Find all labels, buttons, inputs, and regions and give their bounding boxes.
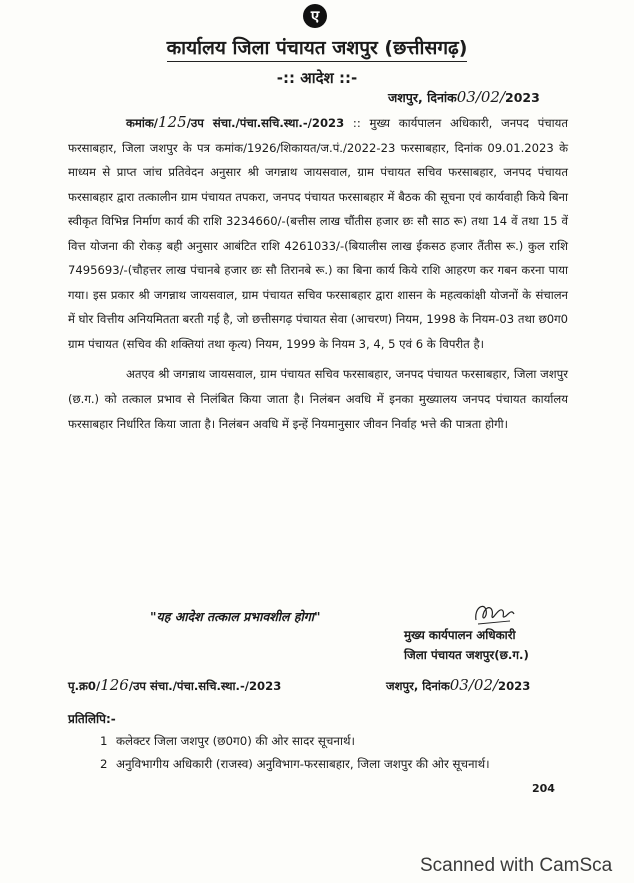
endorsement-ref-suffix: /उप संचा./पंचा.सचि.स्था.-/2023 (128, 679, 282, 693)
office-title (0, 34, 634, 60)
list-item (100, 731, 568, 752)
handwritten-endorsement-date: 03/02/ (449, 676, 499, 694)
list-item-number: 1 (100, 734, 108, 748)
scanner-watermark: Scanned with CamSca (420, 855, 613, 876)
handwritten-date: 03/02/ (456, 88, 506, 106)
signatory-office: जिला पंचायत जशपुर(छ.ग.) (404, 648, 529, 662)
date-prefix: जशपुर, दिनांक (388, 90, 457, 105)
order-date (388, 88, 540, 106)
endorsement-date-year: 2023 (498, 679, 531, 693)
list-item-number: 2 (100, 756, 108, 771)
date-year: 2023 (505, 90, 540, 105)
effective-note: "यह आदेश तत्काल प्रभावशील होगा" (150, 609, 321, 624)
order-paragraph-1-text: :: मुख्य कार्यपालन अधिकारी, जनपद पंचायत फरसाबहार, जिला जशपुर के पत्र कमांक/1926/शिकायत/ज.पं./2022-23 फरसाबहार, दिनांक 09.01.2023 के माध्यम से प्राप्त जांच प्रतिवेदन अनुसार श्री जगन्नाथ जायसवाल, ग्राम पंचायत सचिव फरसाबहार, जनपद पंचायत फरसाबहार द्वारा तत्कालीन ग्राम पंचायत तपकरा, जनपद पंचायत फरसाबहार में बैठक की सूचना एवं कार्यवाही किये बिना स्वीकृत विभिन्न निर्माण कार्य की राशि 3234660/-(बत्तीस लाख चौंतीस हजार छः सौ साठ रू) तथा 14 वें तथा 15 वें वित्त योजना की रोकड़ बही अनुसार आबंटित राशि 4261033/-(बियालीस लाख ईकसठ हजार तैंतीस रू.) कुल राशि 7495693/-(चौहत्तर लाख पंचानबे हजार छः सौ तिरानबे रू.) का बिना कार्य किये राशि आहरण कर गबन करना पाया गया। इस प्रकार श्री जगन्नाथ जायसवाल, ग्राम पंचायत सचिव फरसाबहार द्वारा शासन के महत्वकांक्षी योजनों के संचालन में घोर वित्तीय अनियमितता बरती गई है, जो छत्तीसगढ़ पंचायत सेवा (आचरण) नियम, 1998 के नियम-03 तथा छ0ग0 ग्राम पंचायत (सचिव की शक्तियां तथा कृत्य) नियम, 1999 के नियम 3, 4, 5 एवं 6 के विपरीत है। (68, 116, 568, 351)
copy-to-list (100, 731, 568, 774)
handwritten-order-number: 125 (157, 113, 187, 131)
list-item (100, 754, 568, 775)
order-paragraph-1 (68, 110, 568, 356)
order-ref-suffix: /उप संचा./पंचा.सचि.स्था.-/2023 (186, 116, 345, 130)
order-paragraph-2: अतएव श्री जगन्नाथ जायसवाल, ग्राम पंचायत सचिव फरसाबहार, जनपद पंचायत फरसाबहार, जिला जशपुर (छ.ग.) को तत्काल प्रभाव से निलंबित किया जाता है। निलंबन अवधि में इनका मुख्यालय जनपद पंचायत कार्यालय फरसाबहार निर्धारित किया जाता है। निलंबन अवधि में इन्हें नियमानुसार जीवन निर्वाह भत्ते की पात्रता होगी। (68, 367, 568, 431)
endorsement-date-prefix: जशपुर, दिनांक (386, 679, 450, 693)
order-ref-prefix: कमांक/ (126, 116, 158, 130)
office-title-text: कार्यालय जिला पंचायत जशपुर (छत्तीसगढ़) (167, 37, 468, 62)
list-item-text: कलेक्टर जिला जशपुर (छ0ग0) की ओर सादर सूचनार्थ। (116, 734, 356, 748)
endorsement-ref-prefix: पृ.क्र0/ (68, 679, 101, 693)
list-item-text: अनुविभागीय अधिकारी (राजस्व) अनुविभाग-फरसाबहार, जिला जशपुर की ओर सूचनार्थ। (116, 756, 490, 771)
endorsement-date (386, 676, 530, 694)
order-heading: -:: आदेश ::- (276, 69, 358, 87)
copy-to-label: प्रतिलिपि:- (68, 712, 116, 726)
endorsement-reference (68, 676, 568, 694)
order-body (68, 110, 568, 436)
signatory-designation: मुख्य कार्यपालन अधिकारी (404, 628, 516, 642)
government-emblem-icon: ए (303, 4, 327, 28)
handwritten-endorsement-number: 126 (100, 676, 129, 694)
page-number: 204 (532, 782, 555, 795)
